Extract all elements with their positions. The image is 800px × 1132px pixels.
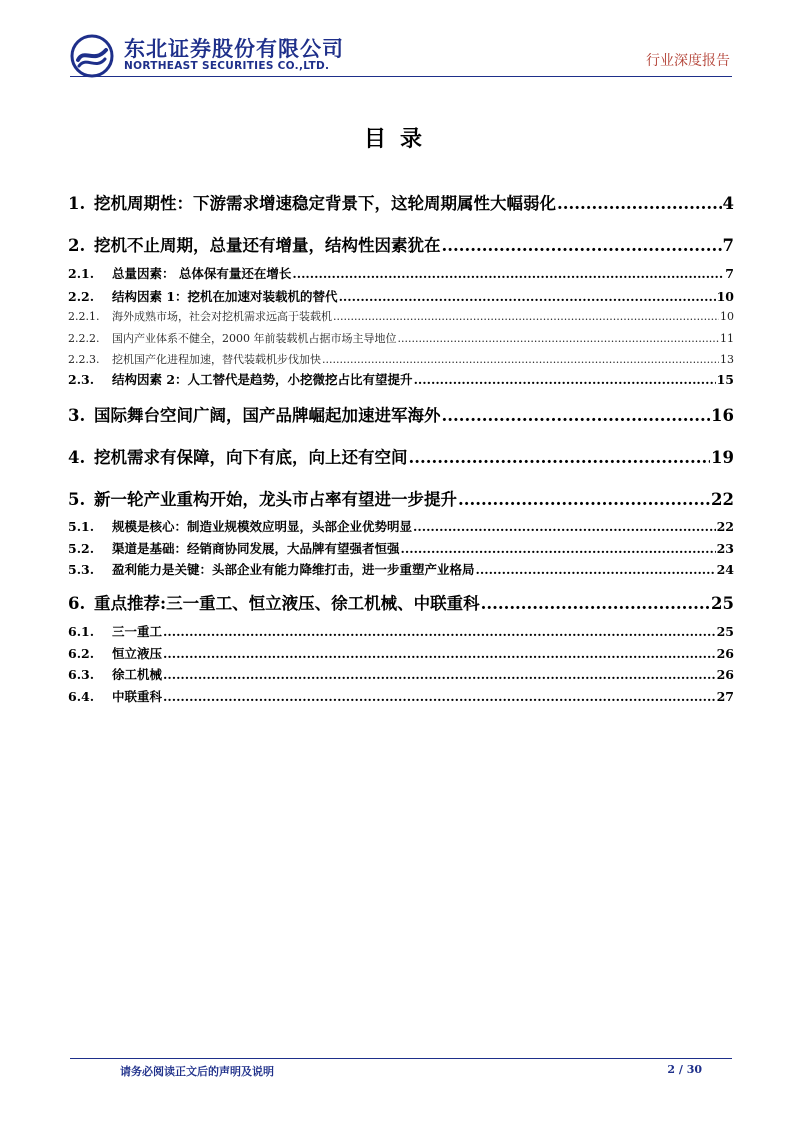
toc-entry-label: 挖机国产化进程加速，替代装载机步伐加快 [112,353,321,366]
report-type-label: 行业深度报告 [646,53,730,69]
toc-entry-number: 4. [68,448,86,467]
page-number: 2 / 30 [667,1063,702,1076]
toc-entry-label: 挖机不止周期，总量还有增量，结构性因素犹在 [94,236,441,255]
toc-entry-label: 挖机需求有保障，向下有底，向上还有空间 [94,448,408,467]
toc-leader-dots [339,289,716,304]
toc-leader-dots [413,519,716,534]
toc-entry-page: 4 [722,194,734,213]
toc-entry-number: 5.3. [68,562,95,577]
toc-entry-label: 重点推荐:三一重工、恒立液压、徐工机械、中联重科 [94,594,480,613]
toc-entry-number: 5.1. [68,519,95,534]
toc-entry-number: 3. [68,406,86,425]
toc-leader-dots [557,194,722,213]
toc-entry-page: 26 [716,646,734,661]
toc-entry-page: 22 [711,490,734,509]
toc-entry-number: 5. [68,490,86,509]
toc-entry-page: 25 [716,624,734,639]
toc-entry[interactable] [68,517,734,535]
toc-leader-dots [458,490,710,509]
toc-entry-page: 24 [716,562,734,577]
toc-leader-dots [442,236,722,255]
toc-entry-label: 盈利能力是关键：头部企业有能力降维打击，进一步重塑产业格局 [112,562,475,577]
toc-entry-label: 国内产业体系不健全，2000 年前装载机占据市场主导地位 [112,332,397,345]
toc-entry-label: 三一重工 [112,624,163,639]
toc-entry[interactable] [68,232,734,256]
toc-entry-number: 1. [68,194,86,213]
toc-entry-page: 10 [720,310,734,323]
toc-entry-label: 中联重科 [112,689,163,704]
toc-entry-number: 6.1. [68,624,95,639]
toc-entry[interactable] [68,622,734,640]
toc-entry[interactable] [68,590,734,614]
toc-leader-dots [414,372,716,387]
header-divider [70,76,732,77]
toc-leader-dots [442,406,711,425]
toc-entry-label: 挖机周期性：下游需求增速稳定背景下，这轮周期属性大幅弱化 [94,194,556,213]
toc-leader-dots [163,689,716,704]
disclaimer-note: 请务必阅读正文后的声明及说明 [120,1065,274,1078]
toc-entry-page: 11 [720,332,734,345]
toc-entry[interactable] [68,287,734,305]
toc-leader-dots [476,562,716,577]
toc-leader-dots [292,266,724,281]
toc-entry-number: 2.2. [68,289,95,304]
toc-entry-number: 6. [68,594,86,613]
toc-leader-dots [401,541,716,556]
toc-entry-page: 23 [716,541,734,556]
toc-entry-number: 6.4. [68,689,95,704]
company-name-cn: 东北证券股份有限公司 [124,37,344,61]
toc-entry[interactable] [68,644,734,662]
toc-leader-dots [322,353,719,366]
toc-entry-number: 2.3. [68,372,95,387]
toc-entry-number: 2. [68,236,86,255]
company-logo-icon [70,34,114,78]
toc-entry-label: 恒立液压 [112,646,163,661]
toc-entry-page: 25 [711,594,734,613]
toc-leader-dots [481,594,710,613]
toc-entry[interactable] [68,190,734,214]
toc-entry[interactable] [68,330,734,346]
toc-entry[interactable] [68,351,734,367]
toc-entry[interactable] [68,444,734,468]
toc-entry[interactable] [68,370,734,388]
toc-entry[interactable] [68,560,734,578]
toc-entry-number: 6.2. [68,646,95,661]
toc-entry-label: 结构因素 1：挖机在加速对装载机的替代 [112,289,338,304]
toc-entry-page: 22 [716,519,734,534]
toc-entry-number: 6.3. [68,667,95,682]
toc-entry-label: 徐工机械 [112,667,163,682]
toc-entry-number: 2.2.2. [68,332,100,345]
company-name-en: NORTHEAST SECURITIES CO.,LTD. [124,60,330,72]
toc-leader-dots [163,646,716,661]
toc-entry-label: 结构因素 2：人工替代是趋势，小挖微挖占比有望提升 [112,372,413,387]
toc-entry-label: 海外成熟市场，社会对挖机需求远高于装载机 [112,310,332,323]
toc-entry-page: 27 [716,689,734,704]
toc-leader-dots [163,667,716,682]
toc-entry-page: 26 [716,667,734,682]
toc-entry-page: 16 [711,406,734,425]
toc-entry[interactable] [68,308,734,324]
toc-entry-label: 渠道是基础：经销商协同发展，大品牌有望强者恒强 [112,541,400,556]
toc-entry-number: 2.2.1. [68,310,100,323]
toc-entry-page: 19 [711,448,734,467]
toc-entry-number: 2.2.3. [68,353,100,366]
toc-entry-label: 新一轮产业重构开始，龙头市占率有望进一步提升 [94,490,457,509]
toc-entry[interactable] [68,486,734,510]
toc-entry-label: 总量因素： 总体保有量还在增长 [112,266,292,281]
toc-title: 目录 [363,126,436,152]
page-header [0,0,800,80]
toc-entry[interactable] [68,539,734,557]
toc-entry-page: 15 [716,372,734,387]
toc-entry[interactable] [68,402,734,426]
toc-entry-label: 国际舞台空间广阔，国产品牌崛起加速进军海外 [94,406,441,425]
toc-entry-page: 7 [725,266,734,281]
toc-leader-dots [398,332,720,345]
footer-divider [70,1058,732,1059]
toc-entry[interactable] [68,687,734,705]
toc-entry-page: 7 [722,236,734,255]
toc-entry-number: 5.2. [68,541,95,556]
toc-entry-page: 13 [720,353,734,366]
toc-entry[interactable] [68,665,734,683]
toc-leader-dots [333,310,719,323]
toc-entry-number: 2.1. [68,266,95,281]
toc-leader-dots [409,448,711,467]
toc-entry[interactable] [68,264,734,282]
toc-leader-dots [163,624,716,639]
toc-entry-label: 规模是核心：制造业规模效应明显，头部企业优势明显 [112,519,413,534]
toc-entry-page: 10 [716,289,734,304]
